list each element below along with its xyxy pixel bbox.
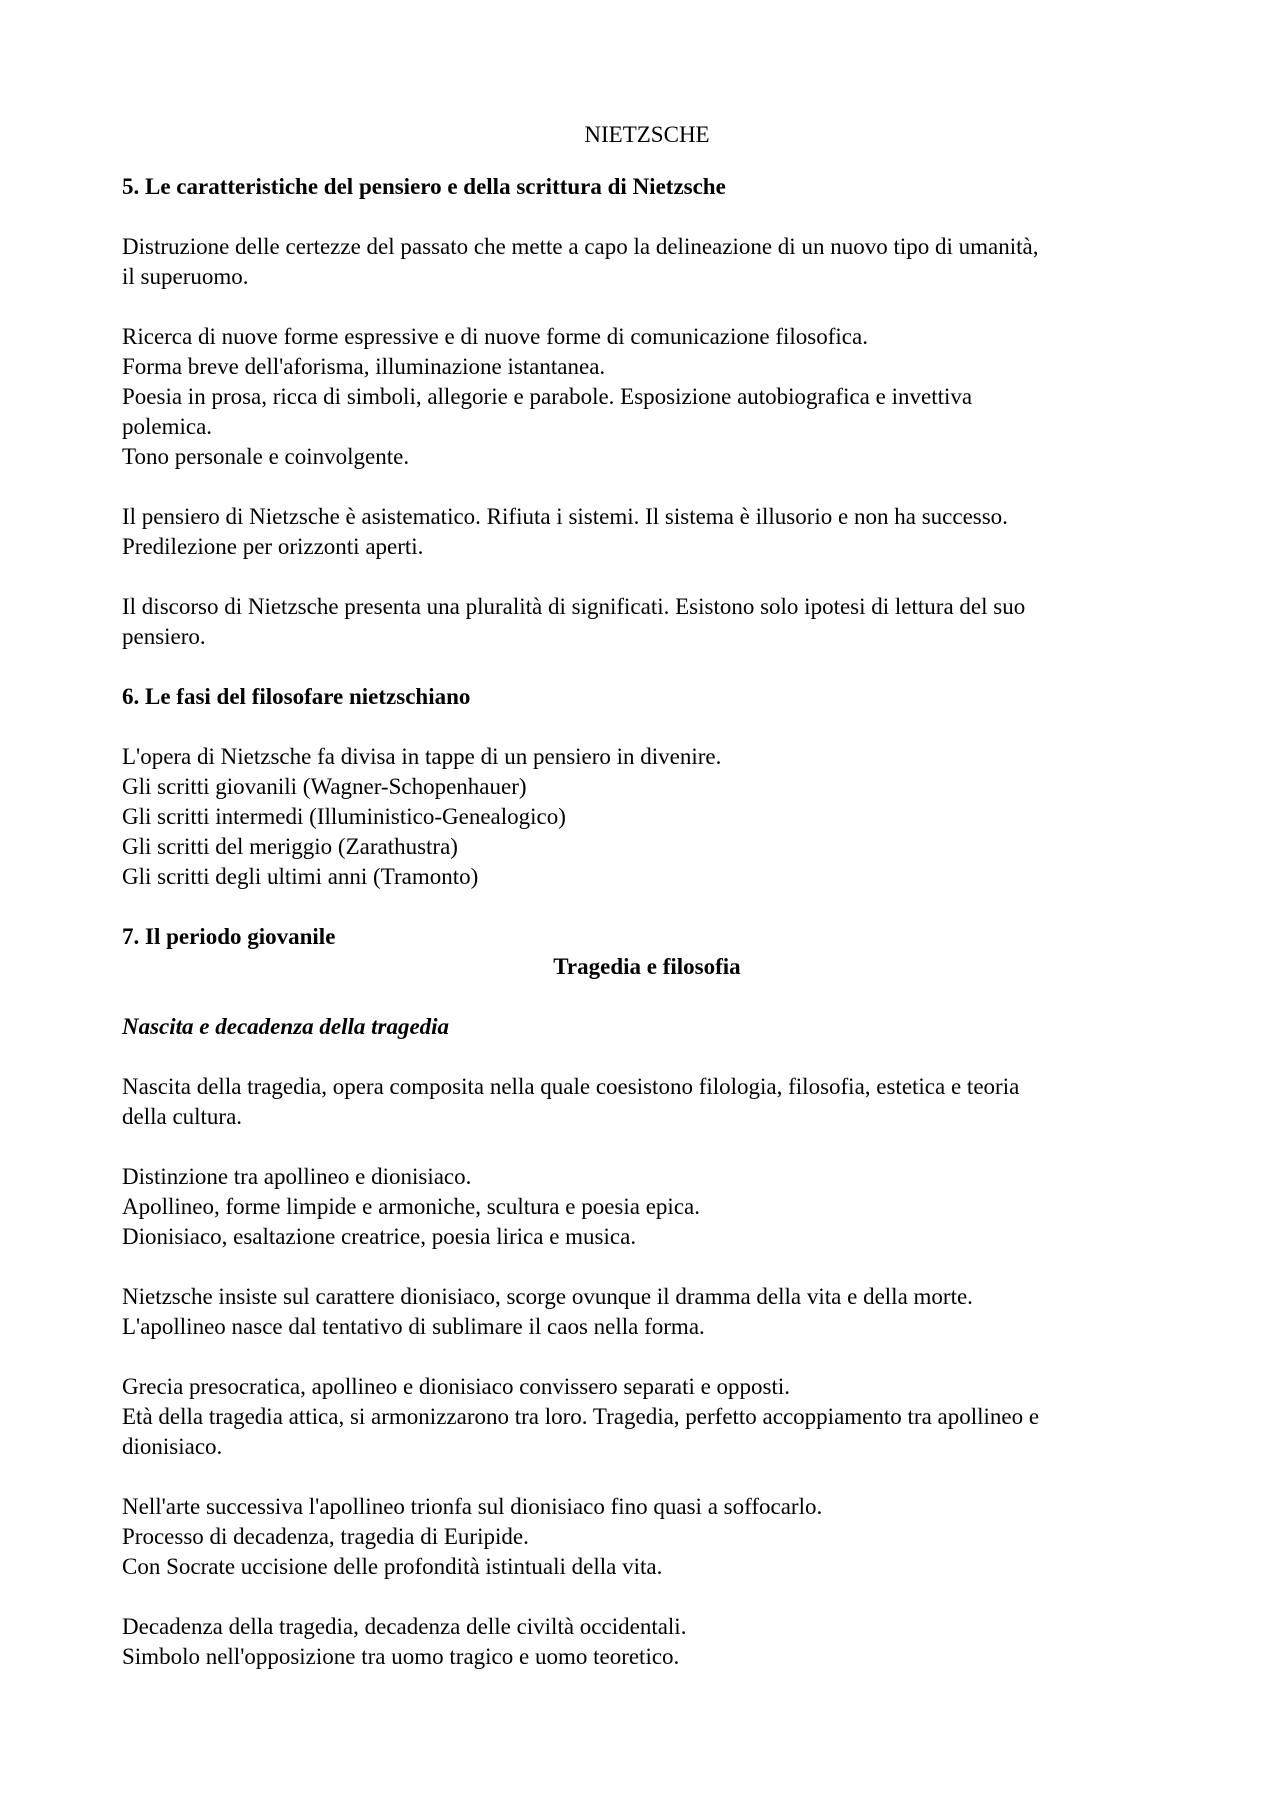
section-7-paragraph-4	[122, 1372, 1172, 1462]
section-5-paragraph-1	[122, 232, 1172, 292]
text-line: il superuomo.	[122, 264, 249, 289]
text-line: della cultura.	[122, 1104, 243, 1129]
section-6-paragraph-1	[122, 742, 1172, 892]
text-line: L'opera di Nietzsche fa divisa in tappe di un pensiero in divenire.	[122, 744, 722, 769]
text-line: Gli scritti del meriggio (Zarathustra)	[122, 834, 458, 859]
section-5-paragraph-3	[122, 502, 1172, 562]
text-line: dionisiaco.	[122, 1434, 223, 1459]
text-line: Nascita della tragedia, opera composita nella quale coesistono filologia, filosofia, estetica e teoria	[122, 1074, 1020, 1099]
section-7-paragraph-6	[122, 1612, 1172, 1672]
section-7-paragraph-3	[122, 1282, 1172, 1342]
text-line: Dionisiaco, esaltazione creatrice, poesia lirica e musica.	[122, 1224, 637, 1249]
section-5-paragraph-4	[122, 592, 1172, 652]
document-content	[122, 120, 1172, 1672]
text-line: Gli scritti degli ultimi anni (Tramonto)	[122, 864, 479, 889]
section-6-heading: 6. Le fasi del filosofare nietzschiano	[122, 684, 471, 709]
text-line: Apollineo, forme limpide e armoniche, scultura e poesia epica.	[122, 1194, 700, 1219]
text-line: L'apollineo nasce dal tentativo di sublimare il caos nella forma.	[122, 1314, 705, 1339]
text-line: Il discorso di Nietzsche presenta una pluralità di significati. Esistono solo ipotesi di lettura del suo	[122, 594, 1026, 619]
text-line: polemica.	[122, 414, 213, 439]
text-line: Processo di decadenza, tragedia di Euripide.	[122, 1524, 529, 1549]
text-line: Simbolo nell'opposizione tra uomo tragico e uomo teoretico.	[122, 1644, 680, 1669]
section-7-subtitle: Tragedia e filosofia	[553, 954, 741, 979]
text-line: Distruzione delle certezze del passato che mette a capo la delineazione di un nuovo tipo di umanità,	[122, 234, 1039, 259]
section-7-paragraph-1	[122, 1072, 1172, 1132]
section-5-heading: 5. Le caratteristiche del pensiero e della scrittura di Nietzsche	[122, 174, 726, 199]
text-line: Ricerca di nuove forme espressive e di nuove forme di comunicazione filosofica.	[122, 324, 868, 349]
section-7-subheading: Nascita e decadenza della tragedia	[122, 1014, 450, 1039]
text-line: Con Socrate uccisione delle profondità istintuali della vita.	[122, 1554, 663, 1579]
section-7-paragraph-2	[122, 1162, 1172, 1252]
text-line: Grecia presocratica, apollineo e dionisiaco convissero separati e opposti.	[122, 1374, 791, 1399]
text-line: Predilezione per orizzonti aperti.	[122, 534, 424, 559]
document-title: NIETZSCHE	[584, 122, 710, 147]
text-line: Distinzione tra apollineo e dionisiaco.	[122, 1164, 472, 1189]
text-line: Il pensiero di Nietzsche è asistematico. Rifiuta i sistemi. Il sistema è illusorio e non ha successo.	[122, 504, 1008, 529]
text-line: Età della tragedia attica, si armonizzarono tra loro. Tragedia, perfetto accoppiamento tra apollineo e	[122, 1404, 1040, 1429]
text-line: Gli scritti giovanili (Wagner-Schopenhauer)	[122, 774, 527, 799]
text-line: Nell'arte successiva l'apollineo trionfa sul dionisiaco fino quasi a soffocarlo.	[122, 1494, 823, 1519]
section-7-paragraph-5	[122, 1492, 1172, 1582]
section-7-heading: 7. Il periodo giovanile	[122, 924, 336, 949]
section-5-paragraph-2	[122, 322, 1172, 472]
text-line: Tono personale e coinvolgente.	[122, 444, 410, 469]
text-line: Forma breve dell'aforisma, illuminazione istantanea.	[122, 354, 606, 379]
text-line: Gli scritti intermedi (Illuministico-Genealogico)	[122, 804, 566, 829]
text-line: Poesia in prosa, ricca di simboli, allegorie e parabole. Esposizione autobiografica e invettiva	[122, 384, 973, 409]
text-line: pensiero.	[122, 624, 206, 649]
text-line: Decadenza della tragedia, decadenza delle civiltà occidentali.	[122, 1614, 687, 1639]
text-line: Nietzsche insiste sul carattere dionisiaco, scorge ovunque il dramma della vita e della morte.	[122, 1284, 973, 1309]
